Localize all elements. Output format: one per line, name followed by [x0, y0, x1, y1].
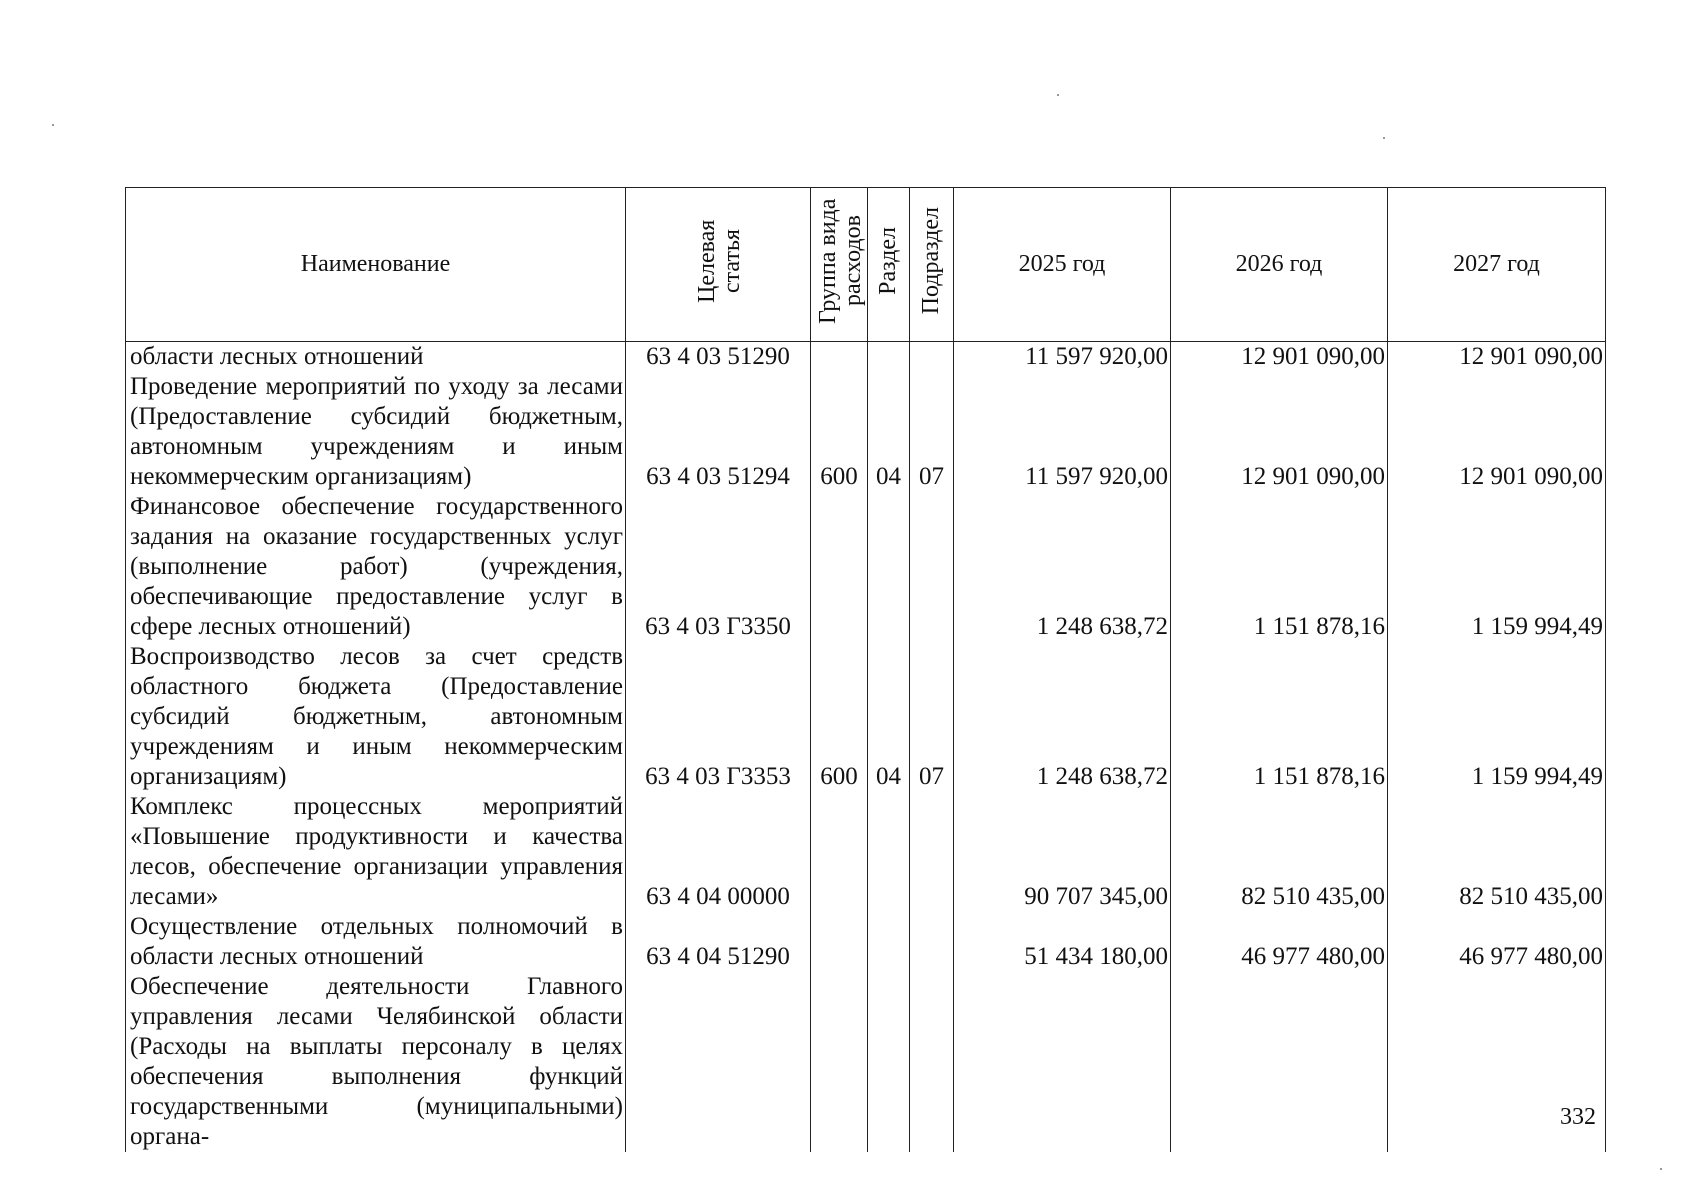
- row-2027: 1 159 994,49: [1388, 492, 1606, 642]
- row-2026: 1 151 878,16: [1171, 492, 1388, 642]
- scan-speck: [52, 124, 54, 126]
- table-row: [126, 792, 1606, 912]
- scan-speck: [1660, 1168, 1662, 1170]
- row-code: [626, 972, 811, 1152]
- row-name: Обеспечение деятельности Главного управления лесами Челябинской области (Расходы на выплаты персоналу в целях обеспечения выполнения функций государственными (муниципальными) органа-: [126, 972, 626, 1152]
- row-2025: 90 707 345,00: [954, 792, 1171, 912]
- page-number: 332: [1560, 1104, 1596, 1130]
- row-name: Комплекс процессных мероприятий «Повышение продуктивности и качества лесов, обеспечение организации управления лесами»: [126, 792, 626, 912]
- header-section: Раздел: [868, 188, 910, 342]
- row-section: [868, 792, 910, 912]
- row-2026: 82 510 435,00: [1171, 792, 1388, 912]
- row-subsection: [910, 972, 954, 1152]
- row-code: 63 4 04 51290: [626, 912, 811, 972]
- scan-speck: [1057, 94, 1059, 96]
- header-subsection: Подраздел: [910, 188, 954, 342]
- row-group: [811, 912, 868, 972]
- table-row: [126, 342, 1606, 373]
- row-2025: 1 248 638,72: [954, 642, 1171, 792]
- table-row: [126, 492, 1606, 642]
- table-row: [126, 912, 1606, 972]
- row-code: 63 4 03 Г3350: [626, 492, 811, 642]
- table-header-row: [126, 188, 1606, 342]
- row-name: области лесных отношений: [126, 342, 626, 373]
- table-row: [126, 372, 1606, 492]
- budget-table: [125, 187, 1606, 1152]
- row-code: 63 4 03 Г3353: [626, 642, 811, 792]
- row-2025: 11 597 920,00: [954, 342, 1171, 373]
- table-row: [126, 972, 1606, 1152]
- row-subsection: 07: [910, 642, 954, 792]
- row-name: Финансовое обеспечение государственного задания на оказание государственных услуг (выполнение работ) (учреждения, обеспечивающие предоставление услуг в сфере лесных отношений): [126, 492, 626, 642]
- row-subsection: [910, 492, 954, 642]
- row-2026: 46 977 480,00: [1171, 912, 1388, 972]
- row-2025: 1 248 638,72: [954, 492, 1171, 642]
- row-2027: 12 901 090,00: [1388, 342, 1606, 373]
- header-expense-group: Группа вида расходов: [811, 188, 868, 342]
- row-code: 63 4 03 51290: [626, 342, 811, 373]
- table-row: [126, 642, 1606, 792]
- row-code: 63 4 04 00000: [626, 792, 811, 912]
- row-group: [811, 492, 868, 642]
- row-section: [868, 972, 910, 1152]
- row-2026: [1171, 972, 1388, 1152]
- row-subsection: [910, 912, 954, 972]
- row-section: 04: [868, 372, 910, 492]
- row-section: [868, 912, 910, 972]
- row-name: Воспроизводство лесов за счет средств областного бюджета (Предоставление субсидий бюджетным, автономным учреждениям и иным некоммерческим организациям): [126, 642, 626, 792]
- row-2026: 12 901 090,00: [1171, 372, 1388, 492]
- row-2027: 46 977 480,00: [1388, 912, 1606, 972]
- row-name: Проведение мероприятий по уходу за лесами (Предоставление субсидий бюджетным, автономным учреждениям и иным некоммерческим организациям): [126, 372, 626, 492]
- header-year-2027: 2027 год: [1388, 188, 1606, 342]
- row-subsection: 07: [910, 372, 954, 492]
- row-2026: 12 901 090,00: [1171, 342, 1388, 373]
- row-group: [811, 972, 868, 1152]
- row-name: Осуществление отдельных полномочий в области лесных отношений: [126, 912, 626, 972]
- row-2027: 82 510 435,00: [1388, 792, 1606, 912]
- row-2027: 12 901 090,00: [1388, 372, 1606, 492]
- row-group: [811, 792, 868, 912]
- row-section: [868, 342, 910, 373]
- header-year-2026: 2026 год: [1171, 188, 1388, 342]
- row-2027: 1 159 994,49: [1388, 642, 1606, 792]
- row-subsection: [910, 792, 954, 912]
- header-code: Целевая статья: [626, 188, 811, 342]
- row-2025: 11 597 920,00: [954, 372, 1171, 492]
- row-2025: [954, 972, 1171, 1152]
- row-group: 600: [811, 372, 868, 492]
- row-2025: 51 434 180,00: [954, 912, 1171, 972]
- row-group: [811, 342, 868, 373]
- row-group: 600: [811, 642, 868, 792]
- row-2026: 1 151 878,16: [1171, 642, 1388, 792]
- row-section: 04: [868, 642, 910, 792]
- row-subsection: [910, 342, 954, 373]
- header-year-2025: 2025 год: [954, 188, 1171, 342]
- row-code: 63 4 03 51294: [626, 372, 811, 492]
- scan-speck: [1383, 137, 1385, 139]
- header-name: Наименование: [126, 188, 626, 342]
- row-section: [868, 492, 910, 642]
